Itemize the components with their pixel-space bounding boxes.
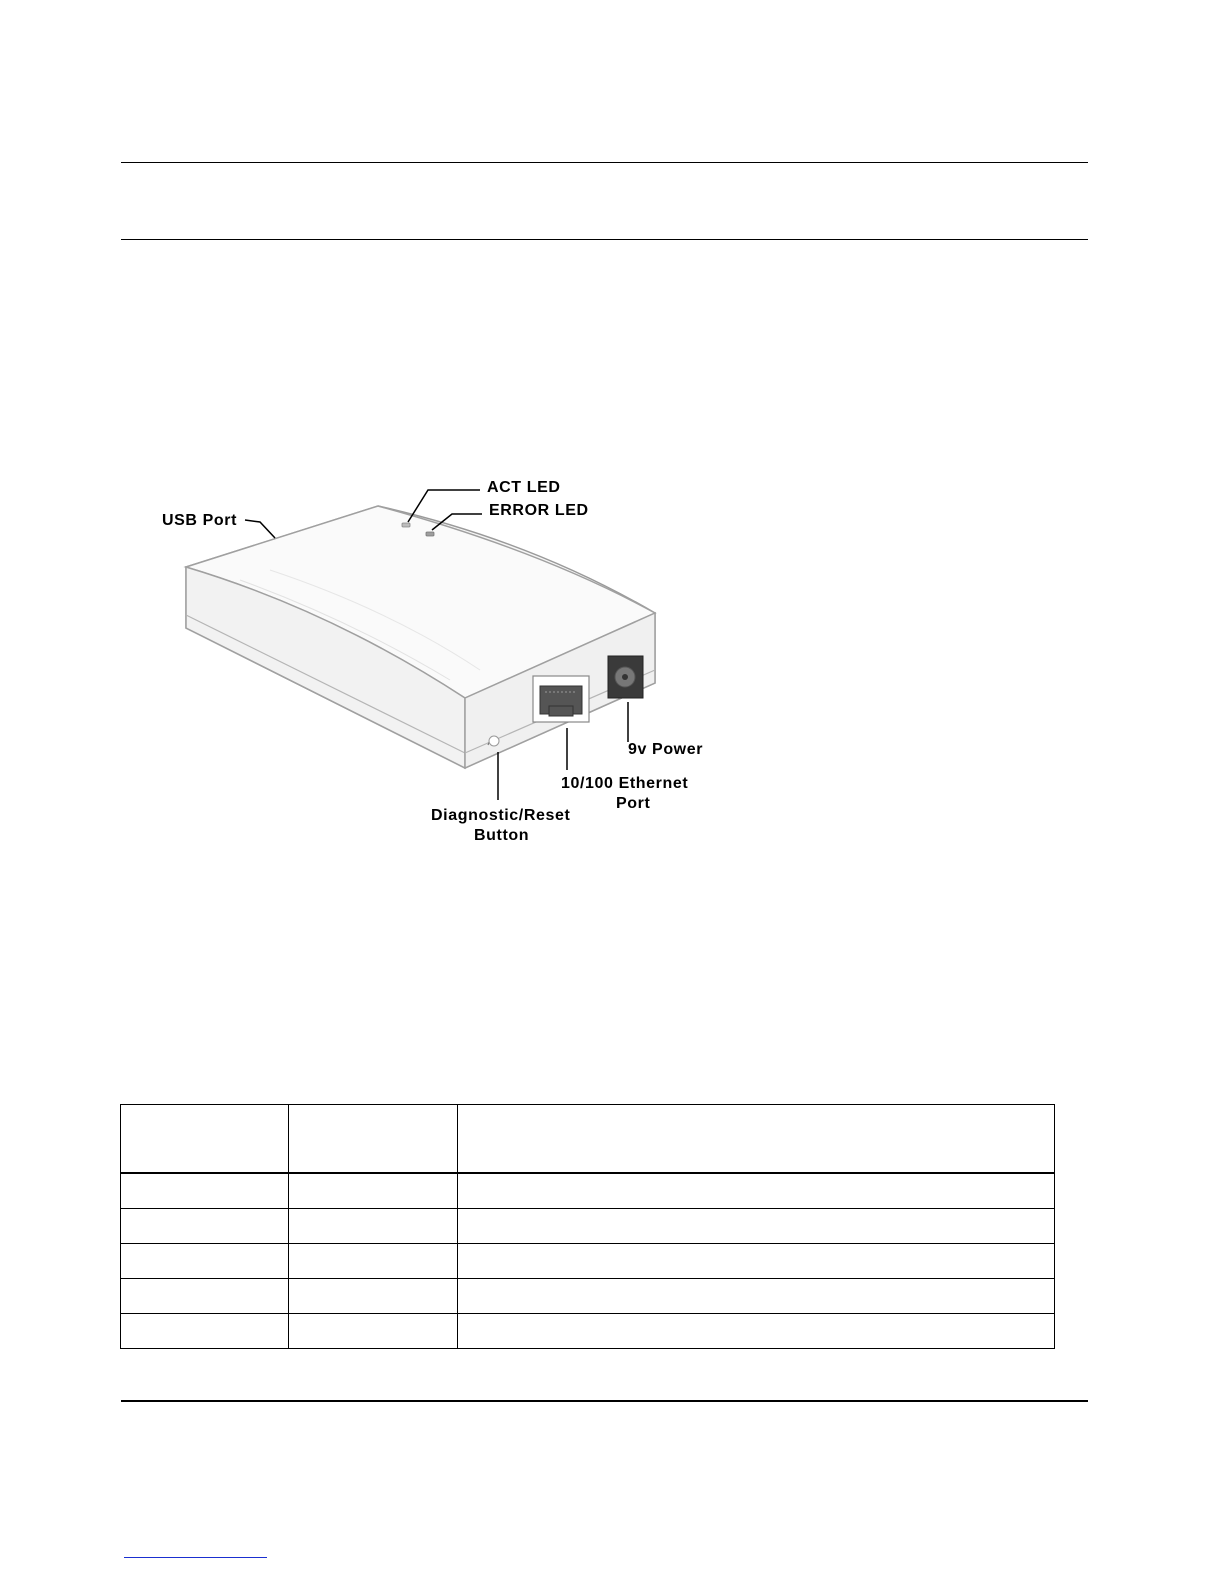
table-header-cell [289,1105,458,1174]
table-cell [121,1314,289,1349]
ethernet-port-label-line2: Port [616,795,651,812]
ethernet-port-icon [533,676,589,722]
table-cell [121,1173,289,1209]
table-cell [121,1209,289,1244]
footer-link-underline[interactable] [124,1557,267,1558]
ethernet-port-label-line1: 10/100 Ethernet [561,775,689,792]
table-cell [458,1314,1055,1349]
header-rule-top [121,162,1088,163]
table-cell [458,1244,1055,1279]
table-header-row [121,1105,1055,1174]
table-cell [121,1244,289,1279]
table-cell [458,1173,1055,1209]
table-cell [458,1279,1055,1314]
usb-port-label: USB Port [162,512,238,529]
table-row [121,1209,1055,1244]
table-row [121,1314,1055,1349]
table-cell [289,1244,458,1279]
print-server-figure [150,470,730,860]
table-header-cell [121,1105,289,1174]
power-jack-icon [608,656,643,698]
reset-button-label-line2: Button [474,827,530,844]
reset-button-label-line1: Diagnostic/Reset [431,807,571,824]
table-cell [289,1209,458,1244]
act-led-icon [402,523,410,527]
header-rule-bottom [121,239,1088,240]
led-status-table [120,1104,1055,1349]
act-led-label: ACT LED [487,479,561,496]
error-led-label: ERROR LED [489,502,589,519]
table-row [121,1279,1055,1314]
device-illustration [150,470,730,860]
footer-rule [121,1400,1088,1402]
table-header-cell [458,1105,1055,1174]
power-label: 9v Power [628,741,704,758]
table-row [121,1173,1055,1209]
table-cell [289,1314,458,1349]
device-body [186,506,655,768]
error-led-icon [426,532,434,536]
table-cell [121,1279,289,1314]
table-cell [289,1279,458,1314]
table-cell [458,1209,1055,1244]
table-row [121,1244,1055,1279]
table-cell [289,1173,458,1209]
